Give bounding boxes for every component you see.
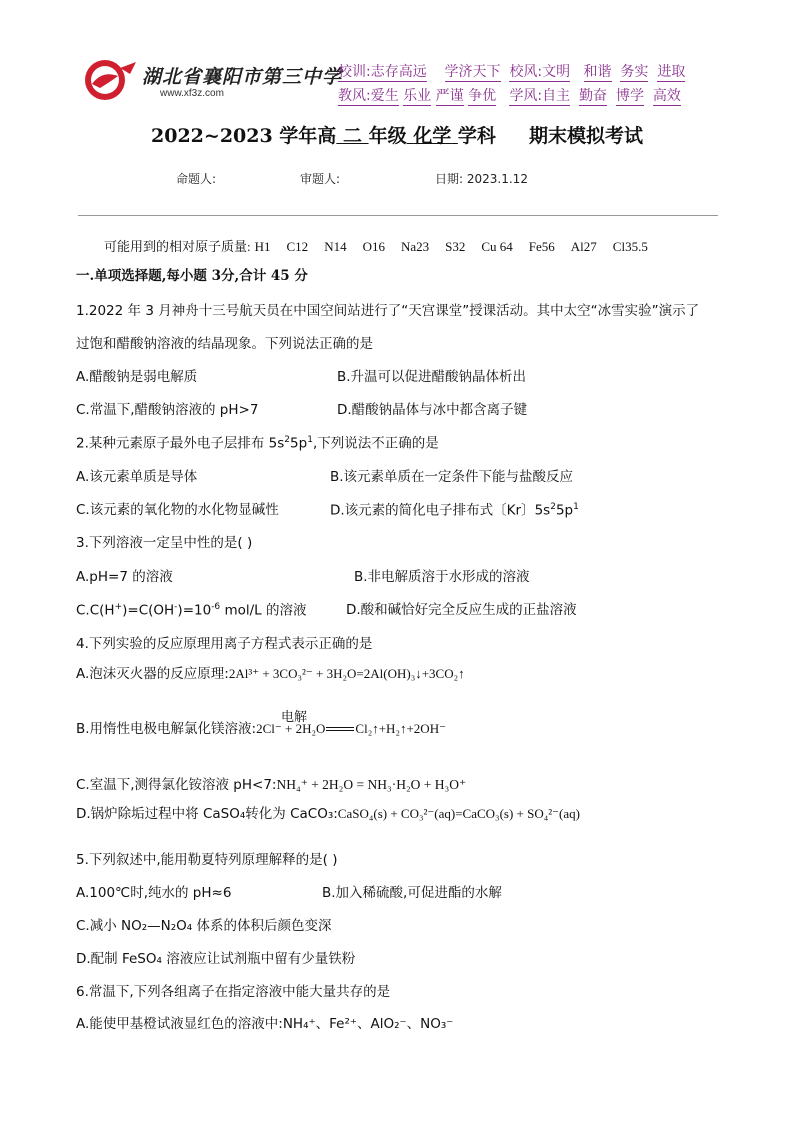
q6-option-a: A.能使甲基橙试液显红色的溶液中:NH₄⁺、Fe²⁺、AlO₂⁻、NO₃⁻ [76, 1016, 454, 1032]
reviewer-label: 审题人: [300, 172, 341, 186]
school-url: www.xf3z.com [160, 88, 224, 99]
q2-stem: 2.某种元素原子最外电子层排布 $5s^25p^1$,下列说法不正确的是 [76, 435, 439, 452]
q3-option-c: $C.C(H^+)=C(OH^-)=10^{-6}$ mol/L 的溶液 [76, 602, 307, 619]
q2-option-d: D.该元素的简化电子排布式〔Kr〕$5s^25p^1$ [330, 502, 579, 519]
q4-b-condition: 电解 [280, 710, 307, 725]
school-logo-icon [80, 58, 138, 102]
q2-option-b: B.该元素单质在一定条件下能与盐酸反应 [330, 469, 574, 485]
school-name: 湖北省襄阳市第三中学 [142, 66, 343, 88]
q4-option-d: D.锅炉除垢过程中将 CaSO₄转化为 CaCO₃:CaSO₄(s) + CO₃²⁻(aq)=CaCO₃(s) + SO₄²⁻(aq) [76, 806, 580, 822]
date-field: 日期: 2023.1.12 [435, 172, 528, 186]
atomic-masses: 可能用到的相对原子质量: H1 C12 N14 O16 Na23 S32 Cu 64 Fe56 Al27 Cl35.5 [104, 239, 648, 254]
q5-option-d: D.配制 FeSO₄ 溶液应让试剂瓶中留有少量铁粉 [76, 951, 356, 967]
author-label: 命题人: [176, 172, 217, 186]
motto-line-2: 教风:爱生 乐业 严谨 争优 学风:自主 勤奋 博学 高效 [338, 88, 681, 104]
q4-option-c: C.室温下,测得氯化铵溶液 pH<7:NH₄⁺ + 2H₂O = NH₃·H₂O + H₃O⁺ [76, 777, 467, 793]
q2-option-a: A.该元素单质是导体 [76, 469, 198, 485]
q1-option-d: D.醋酸钠晶体与冰中都含离子键 [337, 402, 528, 418]
q4-option-a: A.泡沫灭火器的反应原理:2Al³⁺ + 3CO₃²⁻ + 3H₂O=2Al(OH)₃↓+3CO₂↑ [76, 666, 465, 682]
motto-line-1: 校训:志存高远 学济天下 校风:文明 和谐 务实 进取 [338, 64, 686, 80]
q1-stem-line2: 过饱和醋酸钠溶液的结晶现象。下列说法正确的是 [76, 336, 373, 352]
q4-stem: 4.下列实验的反应原理用离子方程式表示正确的是 [76, 636, 373, 652]
section-title: 一.单项选择题,每小题 3分,合计 45 分 [76, 268, 308, 284]
q3-option-b: B.非电解质溶于水形成的溶液 [354, 569, 530, 585]
q2-option-c: C.该元素的氧化物的水化物显碱性 [76, 502, 279, 518]
exam-title: 2022~2023 学年高 二 年级 化学 学科 期末模拟考试 [151, 125, 643, 147]
q6-stem: 6.常温下,下列各组离子在指定溶液中能大量共存的是 [76, 984, 391, 1000]
q5-option-b: B.加入稀硫酸,可促进酯的水解 [322, 885, 502, 901]
q1-option-a: A.醋酸钠是弱电解质 [76, 369, 198, 385]
q4-option-b: B.用惰性电极电解氯化镁溶液:2Cl⁻ + 2H₂O Cl₂↑+H₂↑+2OH⁻ [76, 721, 446, 737]
header-divider [78, 215, 718, 216]
q1-option-b: B.升温可以促进醋酸钠晶体析出 [337, 369, 527, 385]
q3-option-d: D.酸和碱恰好完全反应生成的正盐溶液 [346, 602, 577, 618]
q3-stem: 3.下列溶液一定呈中性的是( ) [76, 535, 253, 551]
q1-stem-line1: 1.2022 年 3 月神舟十三号航天员在中国空间站进行了“天宫课堂”授课活动。其中太空“冰雪实验”演示了 [76, 303, 700, 319]
q5-stem: 5.下列叙述中,能用勒夏特列原理解释的是( ) [76, 852, 338, 868]
q5-option-c: C.减小 NO₂—N₂O₄ 体系的体积后颜色变深 [76, 918, 332, 934]
q1-option-c: C.常温下,醋酸钠溶液的 pH>7 [76, 402, 259, 418]
q3-option-a: A.pH=7 的溶液 [76, 569, 173, 585]
q5-option-a: A.100℃时,纯水的 pH≈6 [76, 885, 232, 901]
